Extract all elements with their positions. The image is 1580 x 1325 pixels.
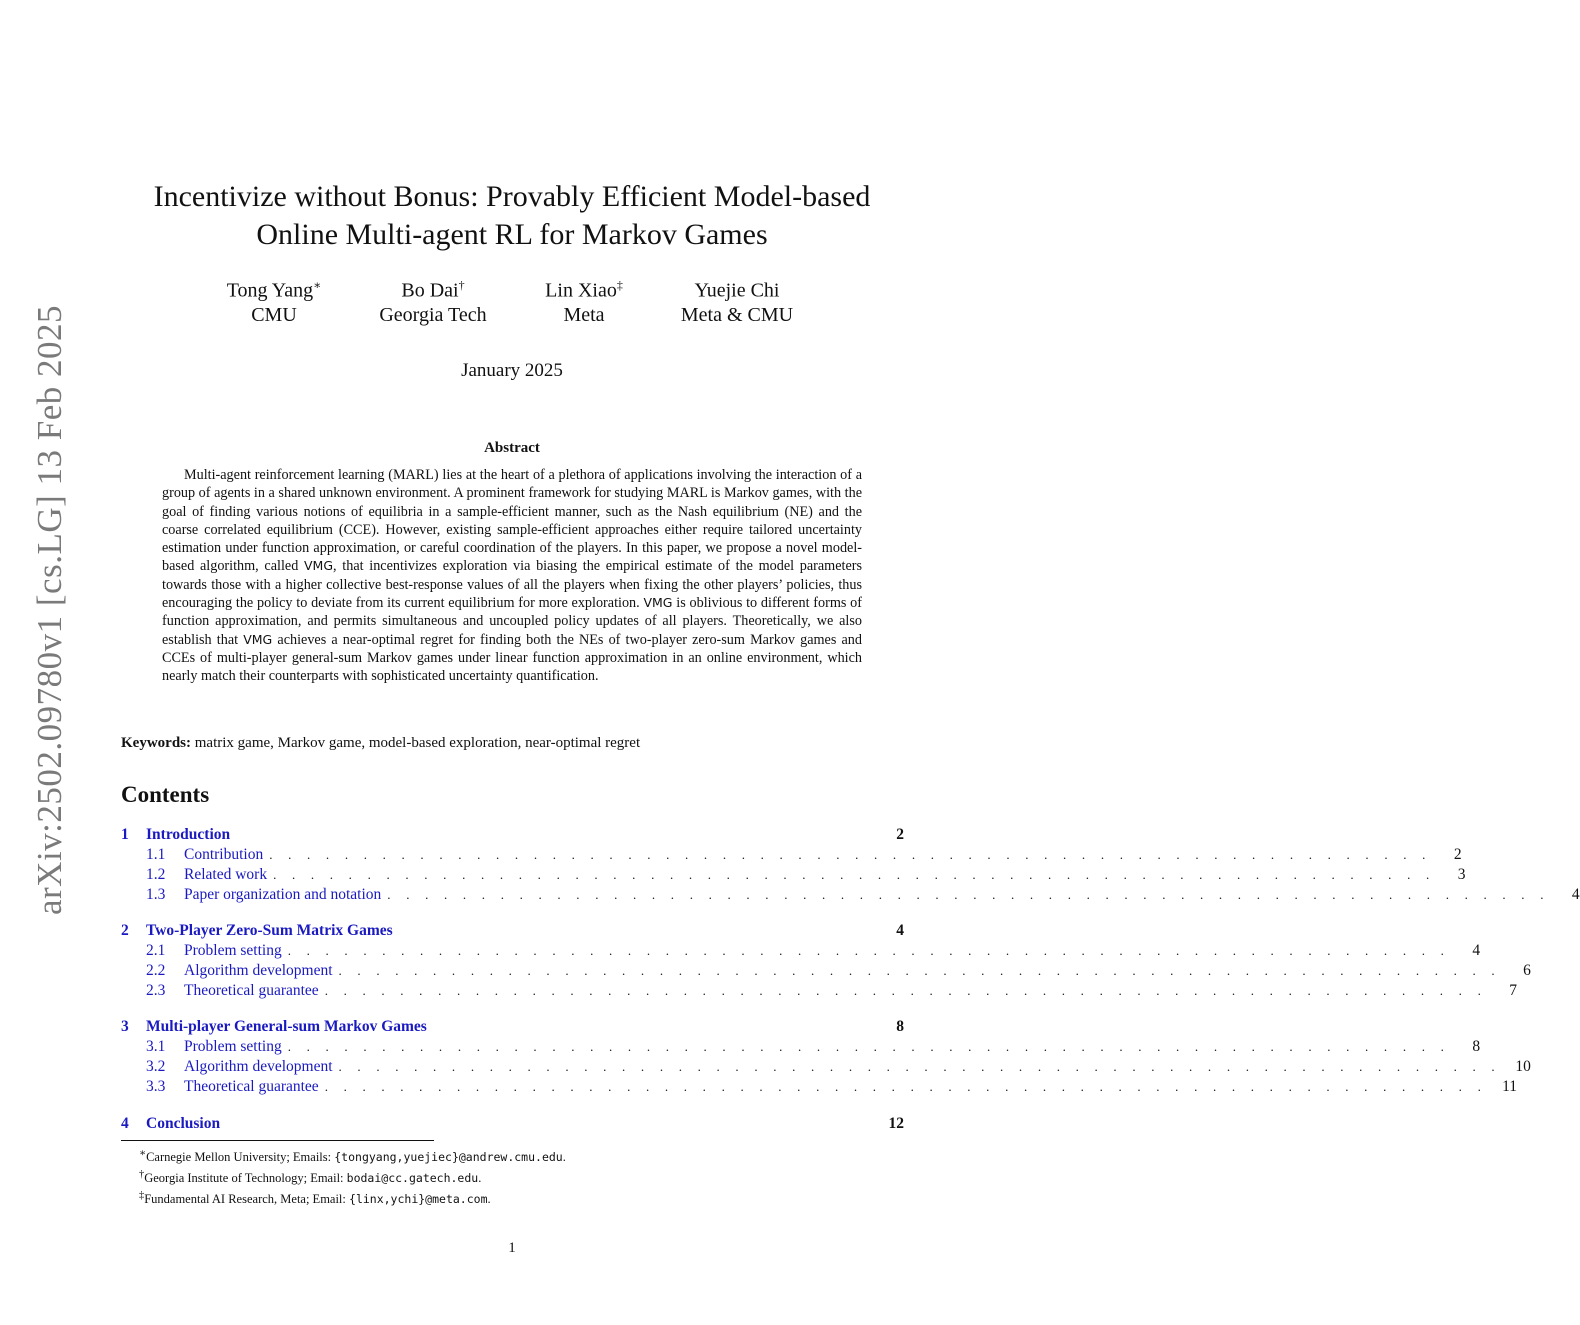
toc-sub-number: 1.1	[146, 846, 166, 863]
toc-section-title: Multi-player General-sum Markov Games	[146, 1018, 427, 1035]
keywords	[121, 735, 640, 752]
footnote-2	[139, 1166, 566, 1187]
toc-leader: . . . . . . . . . . . . . . . . . . . . . . . . . . . . . . . . . . . . . . . . . . . . . . . . . . . . . . . . . . . . . .	[269, 847, 1432, 862]
toc-section-page: 12	[888, 1115, 904, 1132]
author-name: Yuejie Chi	[694, 279, 780, 302]
algorithm-name: VMG	[304, 558, 334, 574]
arxiv-stamp-text: arXiv:2502.09780v1 [cs.LG] 13 Feb 2025	[30, 304, 69, 916]
abstract-part-2: , that incentivizes exploration via biasing the empirical estimate of the model parameters towards those with a higher collective best-response values of all the players when fixing the other players’ policies, thus encouraging the policy to deviate from its current equilibrium for more exploration.	[162, 558, 862, 612]
title-line-1: Incentivize without Bonus: Provably Efficient Model-based	[153, 180, 871, 213]
toc-subsection-3-3[interactable]	[146, 1078, 1518, 1098]
toc-sub-page: 6	[1523, 962, 1531, 979]
author-affiliation: Georgia Tech	[379, 303, 487, 326]
toc-sub-number: 1.3	[146, 886, 166, 903]
author-4	[647, 273, 827, 327]
toc-section-number: 4	[121, 1115, 129, 1132]
toc-sub-title: Paper organization and notation	[184, 886, 382, 903]
author-mark: †	[458, 278, 465, 292]
toc-sub-title: Theoretical guarantee	[184, 982, 319, 999]
toc-sub-number: 2.1	[146, 942, 166, 959]
toc-sub-title: Algorithm development	[184, 962, 333, 979]
toc-sub-title: Theoretical guarantee	[184, 1078, 319, 1095]
author-mark: ∗	[313, 278, 322, 292]
author-name: Lin Xiao	[545, 279, 617, 302]
toc-leader: . . . . . . . . . . . . . . . . . . . . . . . . . . . . . . . . . . . . . . . . . . . . . . . . . . . . . . . . . . . . . .	[273, 867, 1436, 882]
footnote-text: Fundamental AI Research, Meta; Email:	[144, 1192, 350, 1207]
abstract-part-4: achieves a near-optimal regret for finding both the NEs of two-player zero-sum Markov games and CCEs of multi-player general-sum Markov games under linear function approximation in an online environment, which nearly match their counterparts with sophisticated uncertainty quantification.	[162, 631, 862, 685]
algorithm-name: VMG	[243, 631, 273, 647]
toc-sub-title: Contribution	[184, 846, 264, 863]
toc-sub-title: Related work	[184, 866, 268, 883]
abstract-part-3: is oblivious to different forms of function approximation, and permits simultaneous and uncoupled policy updates of all players. Theoretically, we also establish that	[162, 595, 862, 648]
paper-title	[0, 178, 1024, 254]
toc-subsection-2-3[interactable]	[146, 982, 1518, 1002]
author-affiliation: CMU	[251, 303, 297, 326]
toc-subsection-1-3[interactable]	[146, 886, 1580, 906]
toc-sub-page: 11	[1502, 1078, 1518, 1095]
toc-leader: . . . . . . . . . . . . . . . . . . . . . . . . . . . . . . . . . . . . . . . . . . . . . . . . . . . . . . . . . . . . . .	[324, 1079, 1488, 1094]
toc-sub-page: 2	[1453, 846, 1462, 863]
footnote-mark: ∗	[139, 1148, 147, 1159]
toc-section-number: 2	[121, 922, 129, 939]
author-mark: ‡	[616, 278, 623, 292]
toc-subsection-1-2[interactable]	[146, 866, 1466, 886]
footnote-end: .	[478, 1171, 482, 1186]
keywords-label: Keywords:	[121, 735, 191, 751]
footnote-email[interactable]: {linx,ychi}@meta.com	[349, 1192, 488, 1207]
toc-leader: . . . . . . . . . . . . . . . . . . . . . . . . . . . . . . . . . . . . . . . . . . . . . . . . . . . . . . . . . . . . . .	[324, 983, 1488, 998]
toc-sub-number: 2.3	[146, 982, 166, 999]
toc-sub-page: 4	[1472, 942, 1481, 959]
toc-sub-number: 1.2	[146, 866, 166, 883]
toc-sub-page: 4	[1571, 886, 1580, 903]
author-affiliation: Meta	[563, 303, 605, 326]
footnote-1	[139, 1145, 566, 1166]
abstract-body	[162, 466, 862, 686]
toc-section-3[interactable]	[121, 1018, 904, 1038]
author-name: Tong Yang	[226, 279, 314, 302]
toc-sub-number: 2.2	[146, 962, 166, 979]
toc-section-title: Two-Player Zero-Sum Matrix Games	[146, 922, 393, 939]
toc-sub-title: Problem setting	[184, 942, 282, 959]
paper-date: January 2025	[461, 360, 563, 381]
toc-sub-title: Algorithm development	[184, 1058, 333, 1075]
footnote-email[interactable]: bodai@cc.gatech.edu	[346, 1171, 479, 1186]
toc-section-page: 8	[896, 1018, 904, 1035]
toc-section-number: 3	[121, 1018, 129, 1035]
footnote-end: .	[487, 1192, 491, 1207]
toc-subsection-2-2[interactable]	[146, 962, 1531, 982]
toc-leader: . . . . . . . . . . . . . . . . . . . . . . . . . . . . . . . . . . . . . . . . . . . . . . . . . . . . . . . . . . . . . .	[338, 963, 1501, 978]
toc-leader: . . . . . . . . . . . . . . . . . . . . . . . . . . . . . . . . . . . . . . . . . . . . . . . . . . . . . . . . . . . . . .	[287, 943, 1451, 958]
footnote-text: Georgia Institute of Technology; Email:	[144, 1171, 347, 1186]
toc-leader: . . . . . . . . . . . . . . . . . . . . . . . . . . . . . . . . . . . . . . . . . . . . . . . . . . . . . . . . . . . . . .	[338, 1059, 1501, 1074]
footnotes	[139, 1145, 566, 1208]
footnote-rule	[121, 1140, 434, 1141]
toc-section-2[interactable]	[121, 922, 904, 942]
arxiv-stamp	[20, 304, 80, 916]
page-number: 1	[508, 1240, 516, 1256]
toc-leader: . . . . . . . . . . . . . . . . . . . . . . . . . . . . . . . . . . . . . . . . . . . . . . . . . . . . . . . . . . . . . .	[387, 887, 1550, 902]
algorithm-name: VMG	[643, 595, 673, 611]
toc-sub-page: 7	[1509, 982, 1518, 999]
toc-sub-number: 3.3	[146, 1078, 166, 1095]
footnote-3	[139, 1187, 566, 1208]
footnote-mark: †	[139, 1169, 145, 1181]
toc-subsection-2-1[interactable]	[146, 942, 1481, 962]
author-name: Bo Dai	[401, 279, 459, 302]
toc-section-title: Conclusion	[146, 1115, 221, 1132]
toc-section-page: 4	[896, 922, 904, 939]
toc-sub-page: 10	[1515, 1058, 1531, 1075]
toc-leader: . . . . . . . . . . . . . . . . . . . . . . . . . . . . . . . . . . . . . . . . . . . . . . . . . . . . . . . . . . . . . .	[287, 1039, 1451, 1054]
toc-section-4[interactable]	[121, 1115, 904, 1135]
abstract-part-1: Multi-agent reinforcement learning (MARL) lies at the heart of a plethora of applications involving the interaction of a group of agents in a shared unknown environment. A prominent framework for studying MARL is Markov games, with the goal of finding various notions of equilibria in a sample-efficient manner, such as the Nash equilibrium (NE) and the coarse correlated equilibrium (CCE). However, existing sample-efficient approaches either require tailored uncertainty estimation under function approximation, or careful coordination of the players. In this paper, we propose a novel model-based algorithm, called	[162, 467, 862, 575]
footnote-email[interactable]: {tongyang,yuejiec}@andrew.cmu.edu	[334, 1150, 563, 1165]
toc-sub-number: 3.1	[146, 1038, 166, 1055]
toc-section-page: 2	[896, 826, 904, 843]
keywords-list: matrix game, Markov game, model-based exploration, near-optimal regret	[194, 735, 641, 751]
contents-heading: Contents	[121, 782, 210, 807]
author-1	[184, 273, 364, 327]
abstract-heading: Abstract	[484, 440, 540, 456]
toc-sub-page: 3	[1457, 866, 1466, 883]
title-line-2: Online Multi-agent RL for Markov Games	[256, 218, 768, 251]
footnote-mark: ‡	[139, 1190, 145, 1202]
toc-sub-number: 3.2	[146, 1058, 166, 1075]
footnote-end: .	[562, 1150, 566, 1165]
toc-sub-title: Problem setting	[184, 1038, 282, 1055]
toc-section-number: 1	[121, 826, 129, 843]
toc-subsection-1-1[interactable]	[146, 846, 1462, 866]
toc-sub-page: 8	[1472, 1038, 1481, 1055]
toc-subsection-3-2[interactable]	[146, 1058, 1531, 1078]
toc-section-title: Introduction	[146, 826, 231, 843]
toc-subsection-3-1[interactable]	[146, 1038, 1481, 1058]
author-affiliation: Meta & CMU	[680, 303, 794, 326]
toc-section-1[interactable]	[121, 826, 904, 846]
footnote-text: Carnegie Mellon University; Emails:	[146, 1150, 335, 1165]
